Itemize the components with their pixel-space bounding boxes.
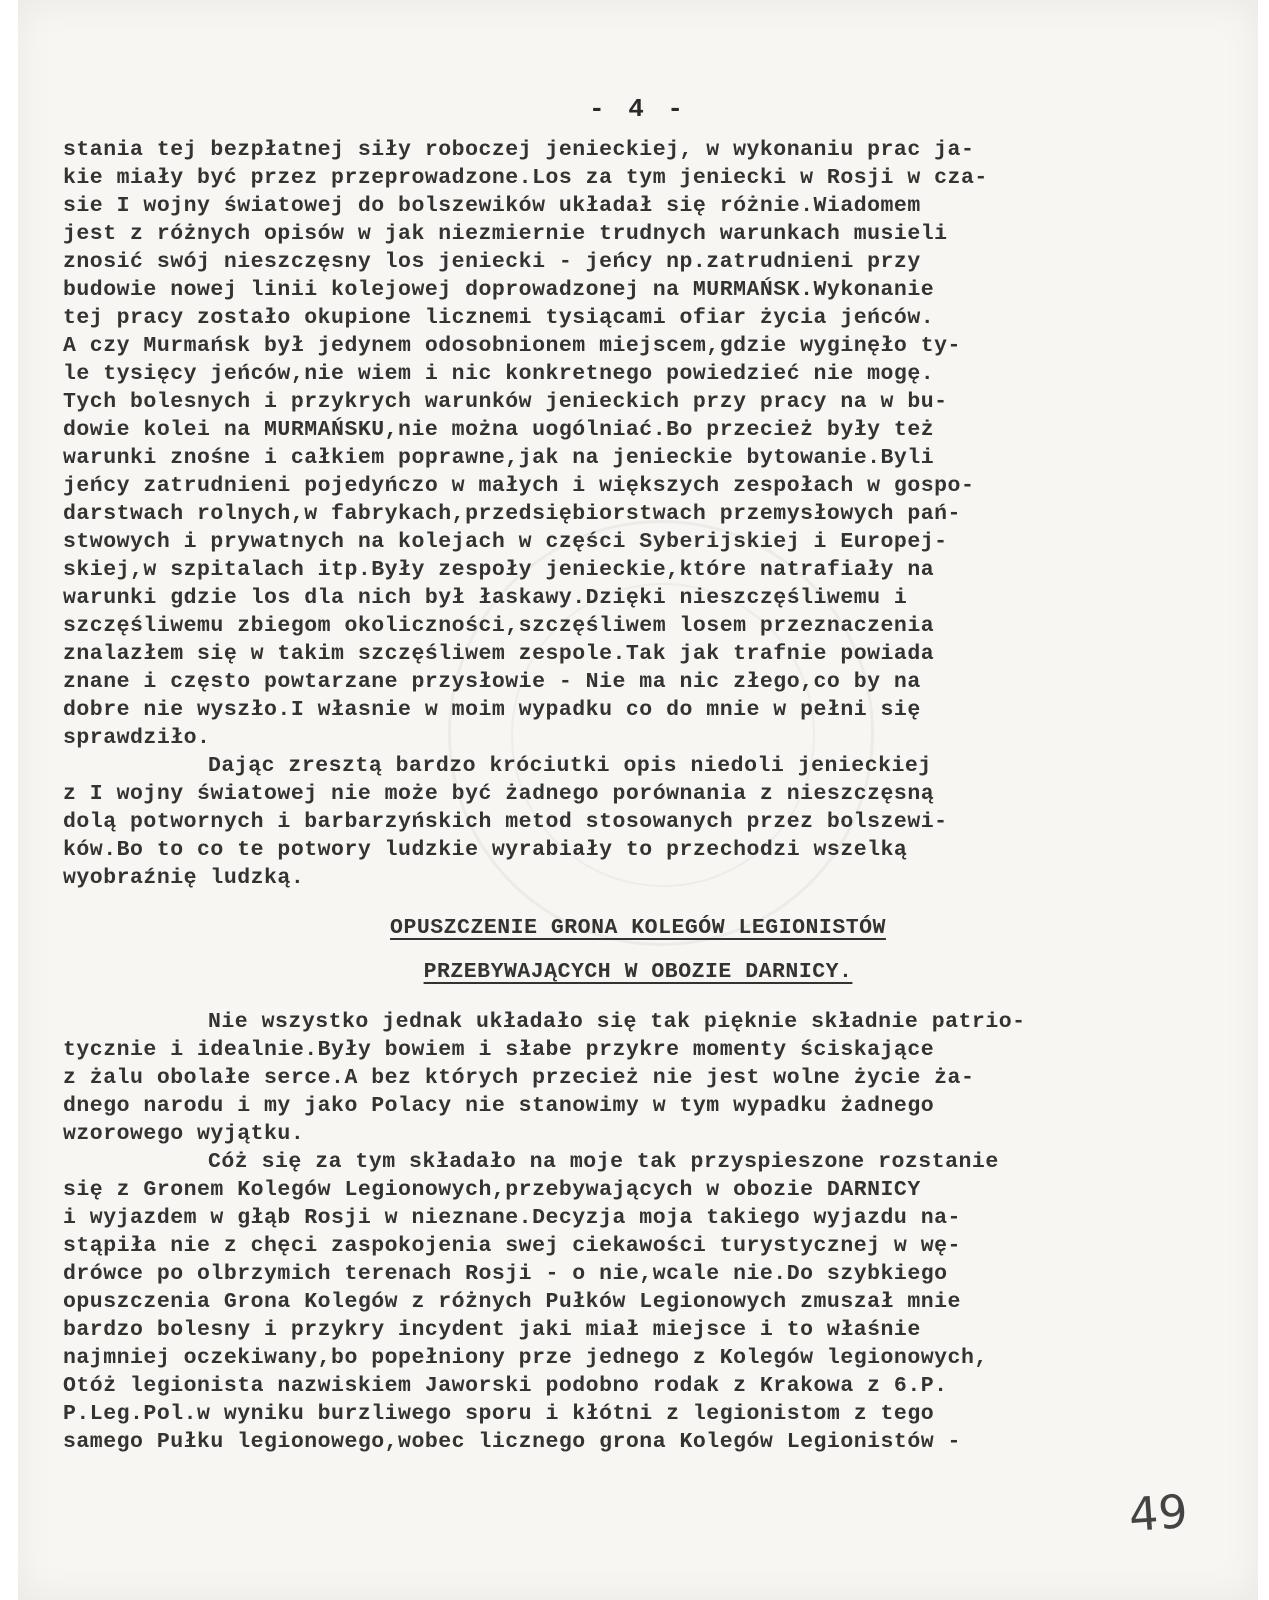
text-line: wzorowego wyjątku. bbox=[63, 1122, 305, 1146]
text-line: le tysięcy jeńców,nie wiem i nic konkretnego powiedzieć nie mogę. bbox=[63, 362, 935, 386]
text-line: P.Leg.Pol.w wyniku burzliwego sporu i kłótni z legionistom z tego bbox=[63, 1402, 935, 1426]
text-line: tej pracy zostało okupione licznemi tysiącami ofiar życia jeńców. bbox=[63, 306, 935, 330]
text-line: z I wojny światowej nie może być żadnego porównania z nieszczęsną bbox=[63, 782, 935, 806]
text-line: znalazłem się w takim szczęśliwem zespole.Tak jak trafnie powiada bbox=[63, 642, 935, 666]
text-line: darstwach rolnych,w fabrykach,przedsiębiorstwach przemysłowych pań- bbox=[63, 502, 961, 526]
text-line: dobre nie wyszło.I własnie w moim wypadku co do mnie w pełni się bbox=[63, 698, 921, 722]
text-line: Nie wszystko jednak układało się tak pięknie składnie patrio- bbox=[208, 1010, 1026, 1034]
text-line: wyobraźnię ludzką. bbox=[63, 866, 305, 890]
text-line: sprawdziło. bbox=[63, 726, 211, 750]
text-line: dolą potwornych i barbarzyńskich metod stosowanych przez bolszewi- bbox=[63, 810, 948, 834]
handwritten-archive-number: 49 bbox=[1127, 1484, 1190, 1542]
text-line: stania tej bezpłatnej siły roboczej jenieckiej, w wykonaniu prac ja- bbox=[63, 138, 975, 162]
text-line: Otóż legionista nazwiskiem Jaworski podobno rodak z Krakowa z 6.P. bbox=[63, 1374, 948, 1398]
paragraph-4 bbox=[63, 1148, 1213, 1456]
text-line: jeńcy zatrudnieni pojedyńczo w małych i większych zespołach w gospo- bbox=[63, 474, 975, 498]
section-heading-line-2: PRZEBYWAJĄCYCH W OBOZIE DARNICY. bbox=[423, 960, 853, 984]
text-line: szczęśliwemu zbiegom okoliczności,szczęśliwem losem przeznaczenia bbox=[63, 614, 935, 638]
text-line: stąpiła nie z chęci zaspokojenia swej ciekawości turystycznej w wę- bbox=[63, 1234, 961, 1258]
text-line: kie miały być przez przeprowadzone.Los za tym jeniecki w Rosji w cza- bbox=[63, 166, 988, 190]
text-line: znosić swój nieszczęsny los jeniecki - jeńcy np.zatrudnieni przy bbox=[63, 250, 921, 274]
text-line: stwowych i prywatnych na kolejach w części Syberijskiej i Europej- bbox=[63, 530, 948, 554]
text-line: samego Pułku legionowego,wobec licznego grona Kolegów Legionistów - bbox=[63, 1430, 961, 1454]
text-line: warunki gdzie los dla nich był łaskawy.Dzięki nieszczęśliwemu i bbox=[63, 586, 908, 610]
section-heading-line-1: OPUSZCZENIE GRONA KOLEGÓW LEGIONISTÓW bbox=[390, 916, 886, 940]
text-line: sie I wojny światowej do bolszewików układał się różnie.Wiadomem bbox=[63, 194, 921, 218]
paragraph-3 bbox=[63, 1008, 1213, 1148]
text-line: opuszczenia Grona Kolegów z różnych Pułków Legionowych zmuszał mnie bbox=[63, 1290, 961, 1314]
text-line: A czy Murmańsk był jedynem odosobnionem miejscem,gdzie wyginęło ty- bbox=[63, 334, 961, 358]
text-line: warunki znośne i całkiem poprawne,jak na jenieckie bytowanie.Byli bbox=[63, 446, 935, 470]
text-line: jest z różnych opisów w jak niezmiernie trudnych warunkach musieli bbox=[63, 222, 948, 246]
paragraph-2 bbox=[63, 752, 1213, 892]
text-line: bardzo bolesny i przykry incydent jaki miał miejsce i to właśnie bbox=[63, 1318, 921, 1342]
document-page bbox=[18, 0, 1258, 1600]
text-line: i wyjazdem w głąb Rosji w nieznane.Decyzja moja takiego wyjazdu na- bbox=[63, 1206, 961, 1230]
text-line: z żalu obolałe serce.A bez których przecież nie jest wolne życie ża- bbox=[63, 1066, 975, 1090]
paragraph-1 bbox=[63, 136, 1213, 752]
section-heading bbox=[63, 892, 1213, 1008]
text-line: znane i często powtarzane przysłowie - Nie ma nic złego,co by na bbox=[63, 670, 921, 694]
text-line: skiej,w szpitalach itp.Były zespoły jenieckie,które natrafiały na bbox=[63, 558, 935, 582]
text-line: tycznie i idealnie.Były bowiem i słabe przykre momenty ściskające bbox=[63, 1038, 935, 1062]
page-number: - 4 - bbox=[588, 94, 687, 124]
text-line: się z Gronem Kolegów Legionowych,przebywających w obozie DARNICY bbox=[63, 1178, 921, 1202]
text-line: Tych bolesnych i przykrych warunków jenieckich przy pracy na w bu- bbox=[63, 390, 948, 414]
text-line: drówce po olbrzymich terenach Rosji - o nie,wcale nie.Do szybkiego bbox=[63, 1262, 948, 1286]
text-line: dnego narodu i my jako Polacy nie stanowimy w tym wypadku żadnego bbox=[63, 1094, 935, 1118]
text-line: budowie nowej linii kolejowej doprowadzonej na MURMAŃSK.Wykonanie bbox=[63, 278, 935, 302]
text-line: dowie kolei na MURMAŃSKU,nie można uogólniać.Bo przecież były też bbox=[63, 418, 935, 442]
text-line: Cóż się za tym składało na moje tak przyspieszone rozstanie bbox=[208, 1150, 999, 1174]
typewritten-body bbox=[63, 136, 1213, 1456]
text-line: Dając zresztą bardzo króciutki opis niedoli jenieckiej bbox=[208, 754, 932, 778]
text-line: najmniej oczekiwany,bo popełniony prze jednego z Kolegów legionowych, bbox=[63, 1346, 988, 1370]
text-line: ków.Bo to co te potwory ludzkie wyrabiały to przechodzi wszelką bbox=[63, 838, 908, 862]
